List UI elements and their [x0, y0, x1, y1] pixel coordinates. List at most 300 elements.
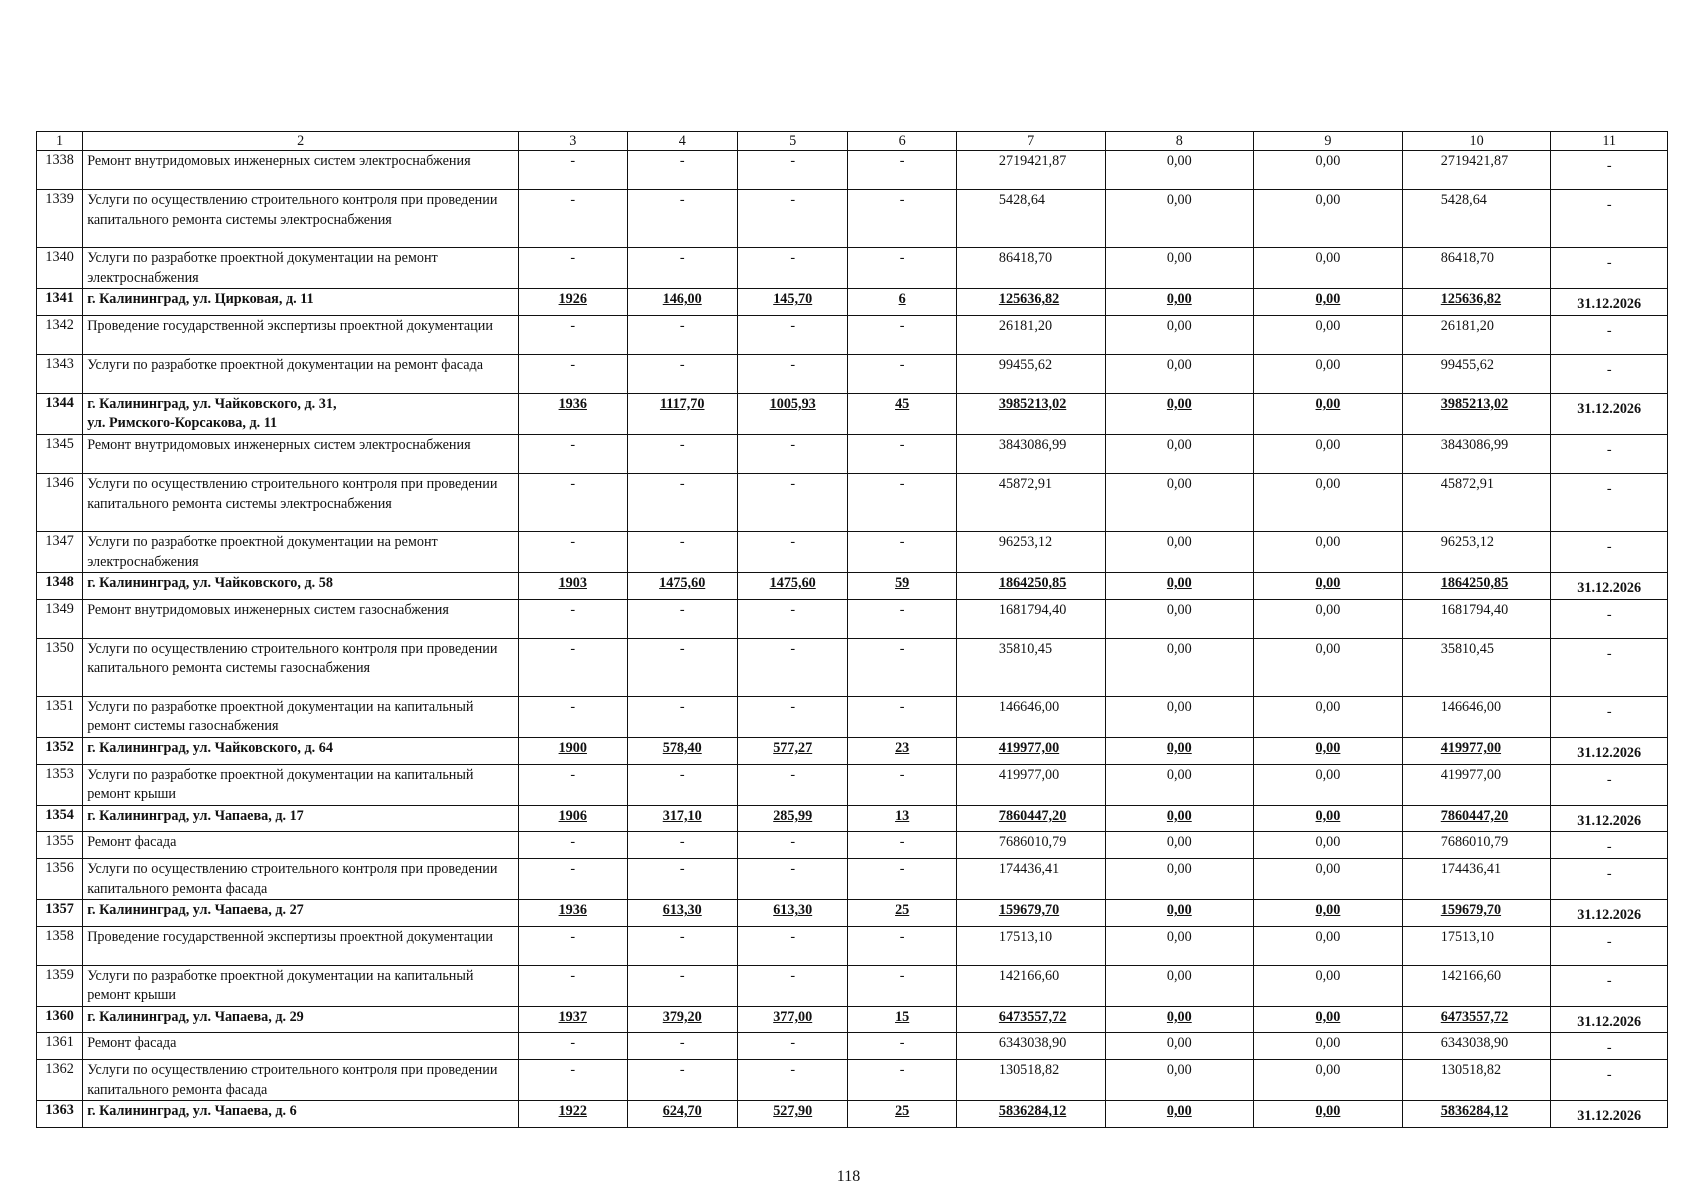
- col11-cell: -: [1551, 434, 1668, 473]
- col3-cell: 1936: [519, 900, 627, 927]
- col3-cell: -: [519, 858, 627, 899]
- work-item-row: [37, 315, 1668, 354]
- col6-cell: 23: [848, 737, 956, 764]
- col4-cell: 146,00: [627, 289, 737, 316]
- col8-cell: 0,00: [1105, 151, 1254, 190]
- col5-cell: -: [737, 599, 847, 638]
- col8-cell: 0,00: [1105, 638, 1254, 696]
- col7-cell: 3843086,99: [956, 434, 1105, 473]
- page-number: 118: [836, 1168, 861, 1185]
- col6-cell: -: [848, 434, 956, 473]
- address-row: [37, 805, 1668, 832]
- col10-cell: 17513,10: [1402, 926, 1551, 965]
- row-number-cell: 1357: [37, 900, 83, 927]
- row-number-cell: 1359: [37, 965, 83, 1006]
- col6-cell: -: [848, 599, 956, 638]
- work-item-row: [37, 151, 1668, 190]
- col11-cell: -: [1551, 1060, 1668, 1101]
- col7-cell: 7686010,79: [956, 832, 1105, 859]
- column-header: 3: [519, 132, 627, 151]
- col3-cell: -: [519, 248, 627, 289]
- col5-cell: -: [737, 434, 847, 473]
- col9-cell: 0,00: [1254, 1101, 1403, 1128]
- row-number-cell: 1347: [37, 531, 83, 572]
- col4-cell: -: [627, 248, 737, 289]
- col9-cell: 0,00: [1254, 599, 1403, 638]
- col10-cell: 96253,12: [1402, 531, 1551, 572]
- col6-cell: -: [848, 151, 956, 190]
- item-name-cell: Услуги по разработке проектной документации на ремонт электроснабжения: [83, 248, 519, 289]
- col3-cell: 1936: [519, 393, 627, 434]
- item-name-cell: Услуги по осуществлению строительного контроля при проведении капитального ремонта фасада: [83, 1060, 519, 1101]
- col3-cell: -: [519, 315, 627, 354]
- col3-cell: -: [519, 764, 627, 805]
- col9-cell: 0,00: [1254, 1006, 1403, 1033]
- row-number-cell: 1363: [37, 1101, 83, 1128]
- col10-cell: 35810,45: [1402, 638, 1551, 696]
- col6-cell: 59: [848, 573, 956, 600]
- col9-cell: 0,00: [1254, 151, 1403, 190]
- col7-cell: 5836284,12: [956, 1101, 1105, 1128]
- item-name-cell: Услуги по осуществлению строительного контроля при проведении капитального ремонта системы электроснабжения: [83, 190, 519, 248]
- col9-cell: 0,00: [1254, 190, 1403, 248]
- col10-cell: 7686010,79: [1402, 832, 1551, 859]
- col11-cell: -: [1551, 354, 1668, 393]
- item-name-cell: Услуги по осуществлению строительного контроля при проведении капитального ремонта системы газоснабжения: [83, 638, 519, 696]
- row-number-cell: 1338: [37, 151, 83, 190]
- col5-cell: 145,70: [737, 289, 847, 316]
- row-number-cell: 1355: [37, 832, 83, 859]
- work-item-row: [37, 599, 1668, 638]
- col7-cell: 6473557,72: [956, 1006, 1105, 1033]
- item-name-cell: [83, 393, 519, 434]
- col3-cell: -: [519, 696, 627, 737]
- col4-cell: -: [627, 354, 737, 393]
- col4-cell: -: [627, 832, 737, 859]
- col9-cell: 0,00: [1254, 805, 1403, 832]
- col5-cell: -: [737, 151, 847, 190]
- col10-cell: 142166,60: [1402, 965, 1551, 1006]
- item-name-line: ул. Римского-Корсакова, д. 11: [87, 415, 278, 432]
- col4-cell: 613,30: [627, 900, 737, 927]
- col3-cell: -: [519, 599, 627, 638]
- col5-cell: -: [737, 190, 847, 248]
- col11-cell: -: [1551, 599, 1668, 638]
- col4-cell: 379,20: [627, 1006, 737, 1033]
- col3-cell: 1900: [519, 737, 627, 764]
- work-item-row: [37, 1060, 1668, 1101]
- col8-cell: 0,00: [1105, 599, 1254, 638]
- col4-cell: -: [627, 190, 737, 248]
- col11-cell: -: [1551, 858, 1668, 899]
- col5-cell: -: [737, 315, 847, 354]
- col9-cell: 0,00: [1254, 393, 1403, 434]
- row-number-cell: 1352: [37, 737, 83, 764]
- col3-cell: -: [519, 965, 627, 1006]
- col6-cell: -: [848, 764, 956, 805]
- col3-cell: 1922: [519, 1101, 627, 1128]
- work-item-row: [37, 354, 1668, 393]
- col8-cell: 0,00: [1105, 434, 1254, 473]
- col6-cell: -: [848, 473, 956, 531]
- col10-cell: 130518,82: [1402, 1060, 1551, 1101]
- col4-cell: -: [627, 696, 737, 737]
- address-row: [37, 900, 1668, 927]
- col10-cell: 125636,82: [1402, 289, 1551, 316]
- address-row: [37, 737, 1668, 764]
- col11-cell: 31.12.2026: [1551, 900, 1668, 927]
- col9-cell: 0,00: [1254, 638, 1403, 696]
- col5-cell: 1005,93: [737, 393, 847, 434]
- col5-cell: 613,30: [737, 900, 847, 927]
- column-header: 2: [83, 132, 519, 151]
- col5-cell: -: [737, 531, 847, 572]
- col5-cell: -: [737, 1033, 847, 1060]
- item-name-cell: г. Калининград, ул. Чапаева, д. 27: [83, 900, 519, 927]
- col10-cell: 6473557,72: [1402, 1006, 1551, 1033]
- col11-cell: -: [1551, 315, 1668, 354]
- col7-cell: 26181,20: [956, 315, 1105, 354]
- col10-cell: 5428,64: [1402, 190, 1551, 248]
- col9-cell: 0,00: [1254, 696, 1403, 737]
- column-header: 4: [627, 132, 737, 151]
- col9-cell: 0,00: [1254, 764, 1403, 805]
- col3-cell: -: [519, 190, 627, 248]
- col3-cell: -: [519, 832, 627, 859]
- column-header: 5: [737, 132, 847, 151]
- col4-cell: 578,40: [627, 737, 737, 764]
- col6-cell: -: [848, 926, 956, 965]
- col4-cell: 1117,70: [627, 393, 737, 434]
- col4-cell: 1475,60: [627, 573, 737, 600]
- row-number-cell: 1350: [37, 638, 83, 696]
- col11-cell: 31.12.2026: [1551, 289, 1668, 316]
- item-name-line: г. Калининград, ул. Чайковского, д. 31,: [87, 395, 337, 412]
- item-name-cell: Ремонт внутридомовых инженерных систем электроснабжения: [83, 434, 519, 473]
- col11-cell: 31.12.2026: [1551, 1101, 1668, 1128]
- col7-cell: 125636,82: [956, 289, 1105, 316]
- col3-cell: -: [519, 151, 627, 190]
- row-number-cell: 1348: [37, 573, 83, 600]
- col8-cell: 0,00: [1105, 1006, 1254, 1033]
- col4-cell: -: [627, 531, 737, 572]
- col7-cell: 99455,62: [956, 354, 1105, 393]
- col8-cell: 0,00: [1105, 1033, 1254, 1060]
- work-item-row: [37, 696, 1668, 737]
- work-item-row: [37, 764, 1668, 805]
- col4-cell: -: [627, 638, 737, 696]
- col10-cell: 99455,62: [1402, 354, 1551, 393]
- col5-cell: -: [737, 354, 847, 393]
- address-row: [37, 393, 1668, 434]
- row-number-cell: 1358: [37, 926, 83, 965]
- work-item-row: [37, 531, 1668, 572]
- col10-cell: 6343038,90: [1402, 1033, 1551, 1060]
- col6-cell: -: [848, 1060, 956, 1101]
- address-row: [37, 1101, 1668, 1128]
- col4-cell: -: [627, 965, 737, 1006]
- row-number-cell: 1344: [37, 393, 83, 434]
- address-row: [37, 289, 1668, 316]
- address-row: [37, 1006, 1668, 1033]
- col8-cell: 0,00: [1105, 900, 1254, 927]
- col8-cell: 0,00: [1105, 393, 1254, 434]
- col11-cell: -: [1551, 151, 1668, 190]
- row-number-cell: 1346: [37, 473, 83, 531]
- item-name-cell: Ремонт внутридомовых инженерных систем газоснабжения: [83, 599, 519, 638]
- col4-cell: -: [627, 599, 737, 638]
- column-header: 10: [1402, 132, 1551, 151]
- col5-cell: -: [737, 1060, 847, 1101]
- col7-cell: 174436,41: [956, 858, 1105, 899]
- item-name-cell: Услуги по разработке проектной документации на ремонт электроснабжения: [83, 531, 519, 572]
- col10-cell: 174436,41: [1402, 858, 1551, 899]
- column-header: 6: [848, 132, 956, 151]
- col4-cell: -: [627, 858, 737, 899]
- col5-cell: -: [737, 858, 847, 899]
- col6-cell: 15: [848, 1006, 956, 1033]
- col6-cell: -: [848, 858, 956, 899]
- item-name-cell: Услуги по осуществлению строительного контроля при проведении капитального ремонта фасада: [83, 858, 519, 899]
- col11-cell: -: [1551, 832, 1668, 859]
- col10-cell: 159679,70: [1402, 900, 1551, 927]
- col8-cell: 0,00: [1105, 858, 1254, 899]
- col3-cell: -: [519, 473, 627, 531]
- col8-cell: 0,00: [1105, 289, 1254, 316]
- col9-cell: 0,00: [1254, 354, 1403, 393]
- item-name-cell: Услуги по разработке проектной документации на капитальный ремонт системы газоснабжения: [83, 696, 519, 737]
- col7-cell: 142166,60: [956, 965, 1105, 1006]
- row-number-cell: 1354: [37, 805, 83, 832]
- row-number-cell: 1360: [37, 1006, 83, 1033]
- column-header: 7: [956, 132, 1105, 151]
- col10-cell: 1864250,85: [1402, 573, 1551, 600]
- col3-cell: -: [519, 531, 627, 572]
- col10-cell: 7860447,20: [1402, 805, 1551, 832]
- col7-cell: 35810,45: [956, 638, 1105, 696]
- row-number-cell: 1343: [37, 354, 83, 393]
- col8-cell: 0,00: [1105, 190, 1254, 248]
- col5-cell: -: [737, 473, 847, 531]
- col5-cell: 1475,60: [737, 573, 847, 600]
- row-number-cell: 1342: [37, 315, 83, 354]
- col6-cell: -: [848, 248, 956, 289]
- column-header: 9: [1254, 132, 1403, 151]
- col7-cell: 96253,12: [956, 531, 1105, 572]
- col3-cell: -: [519, 926, 627, 965]
- col4-cell: 317,10: [627, 805, 737, 832]
- col3-cell: 1937: [519, 1006, 627, 1033]
- col9-cell: 0,00: [1254, 473, 1403, 531]
- row-number-cell: 1349: [37, 599, 83, 638]
- col9-cell: 0,00: [1254, 737, 1403, 764]
- item-name-cell: г. Калининград, ул. Цирковая, д. 11: [83, 289, 519, 316]
- col8-cell: 0,00: [1105, 315, 1254, 354]
- item-name-cell: Ремонт фасада: [83, 1033, 519, 1060]
- col6-cell: -: [848, 190, 956, 248]
- col6-cell: -: [848, 832, 956, 859]
- col7-cell: 3985213,02: [956, 393, 1105, 434]
- row-number-cell: 1340: [37, 248, 83, 289]
- col10-cell: 5836284,12: [1402, 1101, 1551, 1128]
- col3-cell: 1903: [519, 573, 627, 600]
- col10-cell: 419977,00: [1402, 737, 1551, 764]
- work-item-row: [37, 473, 1668, 531]
- col9-cell: 0,00: [1254, 858, 1403, 899]
- col10-cell: 86418,70: [1402, 248, 1551, 289]
- row-number-cell: 1345: [37, 434, 83, 473]
- col5-cell: 377,00: [737, 1006, 847, 1033]
- row-number-cell: 1356: [37, 858, 83, 899]
- item-name-cell: г. Калининград, ул. Чапаева, д. 29: [83, 1006, 519, 1033]
- col11-cell: 31.12.2026: [1551, 393, 1668, 434]
- col3-cell: -: [519, 354, 627, 393]
- work-item-row: [37, 248, 1668, 289]
- col4-cell: 624,70: [627, 1101, 737, 1128]
- col4-cell: -: [627, 764, 737, 805]
- col3-cell: -: [519, 1060, 627, 1101]
- col4-cell: -: [627, 473, 737, 531]
- col9-cell: 0,00: [1254, 1033, 1403, 1060]
- col8-cell: 0,00: [1105, 1060, 1254, 1101]
- col5-cell: -: [737, 638, 847, 696]
- work-item-row: [37, 858, 1668, 899]
- col9-cell: 0,00: [1254, 900, 1403, 927]
- col8-cell: 0,00: [1105, 805, 1254, 832]
- col8-cell: 0,00: [1105, 573, 1254, 600]
- col11-cell: -: [1551, 190, 1668, 248]
- col5-cell: -: [737, 696, 847, 737]
- col5-cell: -: [737, 832, 847, 859]
- col4-cell: -: [627, 926, 737, 965]
- column-header: 8: [1105, 132, 1254, 151]
- col9-cell: 0,00: [1254, 965, 1403, 1006]
- col11-cell: -: [1551, 965, 1668, 1006]
- column-number-row: [37, 132, 1668, 151]
- col9-cell: 0,00: [1254, 926, 1403, 965]
- col10-cell: 1681794,40: [1402, 599, 1551, 638]
- col8-cell: 0,00: [1105, 531, 1254, 572]
- item-name-cell: Проведение государственной экспертизы проектной документации: [83, 315, 519, 354]
- col7-cell: 6343038,90: [956, 1033, 1105, 1060]
- col3-cell: -: [519, 1033, 627, 1060]
- col6-cell: -: [848, 531, 956, 572]
- col7-cell: 159679,70: [956, 900, 1105, 927]
- col4-cell: -: [627, 151, 737, 190]
- col9-cell: 0,00: [1254, 248, 1403, 289]
- col9-cell: 0,00: [1254, 573, 1403, 600]
- row-number-cell: 1341: [37, 289, 83, 316]
- item-name-cell: Услуги по разработке проектной документации на капитальный ремонт крыши: [83, 764, 519, 805]
- item-name-cell: Услуги по осуществлению строительного контроля при проведении капитального ремонта системы электроснабжения: [83, 473, 519, 531]
- col7-cell: 45872,91: [956, 473, 1105, 531]
- col11-cell: 31.12.2026: [1551, 1006, 1668, 1033]
- col8-cell: 0,00: [1105, 764, 1254, 805]
- col7-cell: 130518,82: [956, 1060, 1105, 1101]
- col11-cell: -: [1551, 696, 1668, 737]
- col10-cell: 146646,00: [1402, 696, 1551, 737]
- col9-cell: 0,00: [1254, 832, 1403, 859]
- col3-cell: -: [519, 434, 627, 473]
- col7-cell: 1864250,85: [956, 573, 1105, 600]
- col5-cell: 285,99: [737, 805, 847, 832]
- col10-cell: 3985213,02: [1402, 393, 1551, 434]
- row-number-cell: 1362: [37, 1060, 83, 1101]
- col6-cell: -: [848, 696, 956, 737]
- col7-cell: 1681794,40: [956, 599, 1105, 638]
- col11-cell: 31.12.2026: [1551, 573, 1668, 600]
- row-number-cell: 1351: [37, 696, 83, 737]
- col10-cell: 2719421,87: [1402, 151, 1551, 190]
- col4-cell: -: [627, 1060, 737, 1101]
- col6-cell: 25: [848, 1101, 956, 1128]
- row-number-cell: 1361: [37, 1033, 83, 1060]
- col10-cell: 419977,00: [1402, 764, 1551, 805]
- document-sheet: [36, 131, 1668, 1128]
- col7-cell: 419977,00: [956, 737, 1105, 764]
- col3-cell: -: [519, 638, 627, 696]
- col11-cell: -: [1551, 1033, 1668, 1060]
- col4-cell: -: [627, 1033, 737, 1060]
- col4-cell: -: [627, 315, 737, 354]
- col5-cell: 527,90: [737, 1101, 847, 1128]
- col6-cell: -: [848, 965, 956, 1006]
- col11-cell: -: [1551, 926, 1668, 965]
- item-name-cell: г. Калининград, ул. Чапаева, д. 6: [83, 1101, 519, 1128]
- col8-cell: 0,00: [1105, 737, 1254, 764]
- col5-cell: 577,27: [737, 737, 847, 764]
- col8-cell: 0,00: [1105, 832, 1254, 859]
- col7-cell: 86418,70: [956, 248, 1105, 289]
- col9-cell: 0,00: [1254, 289, 1403, 316]
- col11-cell: -: [1551, 531, 1668, 572]
- column-header: 11: [1551, 132, 1668, 151]
- item-name-cell: г. Калининград, ул. Чайковского, д. 58: [83, 573, 519, 600]
- col10-cell: 45872,91: [1402, 473, 1551, 531]
- item-name-cell: Проведение государственной экспертизы проектной документации: [83, 926, 519, 965]
- col8-cell: 0,00: [1105, 354, 1254, 393]
- col6-cell: 6: [848, 289, 956, 316]
- col7-cell: 2719421,87: [956, 151, 1105, 190]
- col11-cell: 31.12.2026: [1551, 805, 1668, 832]
- work-item-row: [37, 1033, 1668, 1060]
- col11-cell: -: [1551, 764, 1668, 805]
- col7-cell: 5428,64: [956, 190, 1105, 248]
- col6-cell: 25: [848, 900, 956, 927]
- col6-cell: -: [848, 315, 956, 354]
- col9-cell: 0,00: [1254, 315, 1403, 354]
- col4-cell: -: [627, 434, 737, 473]
- col10-cell: 26181,20: [1402, 315, 1551, 354]
- work-item-row: [37, 190, 1668, 248]
- address-row: [37, 573, 1668, 600]
- work-item-row: [37, 965, 1668, 1006]
- col8-cell: 0,00: [1105, 696, 1254, 737]
- col7-cell: 419977,00: [956, 764, 1105, 805]
- item-name-cell: Услуги по разработке проектной документации на капитальный ремонт крыши: [83, 965, 519, 1006]
- col6-cell: -: [848, 638, 956, 696]
- col11-cell: -: [1551, 638, 1668, 696]
- col5-cell: -: [737, 764, 847, 805]
- col5-cell: -: [737, 926, 847, 965]
- col11-cell: -: [1551, 473, 1668, 531]
- col7-cell: 146646,00: [956, 696, 1105, 737]
- col11-cell: 31.12.2026: [1551, 737, 1668, 764]
- item-name-cell: г. Калининград, ул. Чапаева, д. 17: [83, 805, 519, 832]
- col8-cell: 0,00: [1105, 965, 1254, 1006]
- row-number-cell: 1339: [37, 190, 83, 248]
- col5-cell: -: [737, 965, 847, 1006]
